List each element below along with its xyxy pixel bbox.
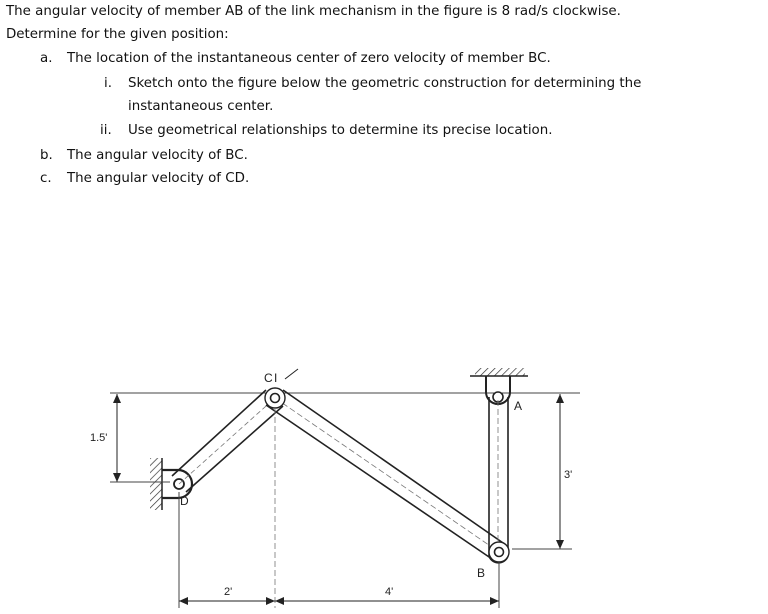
dim-left-height-label: 1.5' <box>90 432 108 444</box>
subpart-ii-text: Use geometrical relationships to determine its precise location. <box>128 123 553 138</box>
dim-right-height-label: 3' <box>564 469 573 481</box>
ground-ceiling <box>475 368 525 376</box>
part-c-text: The angular velocity of CD. <box>67 171 250 186</box>
dimension-bottom-left <box>179 597 275 605</box>
part-a-text: The location of the instantaneous center of zero velocity of member BC. <box>67 51 551 66</box>
dim-bottom-right-label: 4' <box>385 586 394 598</box>
label-b: B <box>477 566 486 580</box>
link-cb <box>266 390 506 559</box>
subpart-i-marker: i. <box>104 76 112 91</box>
part-b-marker: b. <box>40 148 53 163</box>
label-d: D <box>180 494 189 508</box>
label-i: I <box>274 371 278 385</box>
part-a-marker: a. <box>40 51 53 66</box>
pin-c <box>271 394 280 403</box>
dim-bottom-left-label: 2' <box>224 586 233 598</box>
label-a: A <box>514 399 523 413</box>
pin-b <box>495 548 504 557</box>
subpart-i-text-line2: instantaneous center. <box>128 99 274 114</box>
dimension-right-height <box>512 394 572 549</box>
part-b-text: The angular velocity of BC. <box>67 148 248 163</box>
label-c: C <box>264 371 273 385</box>
subpart-ii-marker: ii. <box>100 123 112 138</box>
dimension-bottom-right <box>275 597 499 605</box>
problem-intro-line2: Determine for the given position: <box>6 27 229 42</box>
ci-arrow <box>285 369 298 379</box>
part-c-marker: c. <box>40 171 52 186</box>
subpart-i-text-line1: Sketch onto the figure below the geometric construction for determining the <box>128 76 642 91</box>
problem-intro-line1: The angular velocity of member AB of the link mechanism in the figure is 8 rad/s clockwise. <box>6 4 621 19</box>
ground-wall-d <box>150 458 162 510</box>
link-ab <box>489 397 508 563</box>
